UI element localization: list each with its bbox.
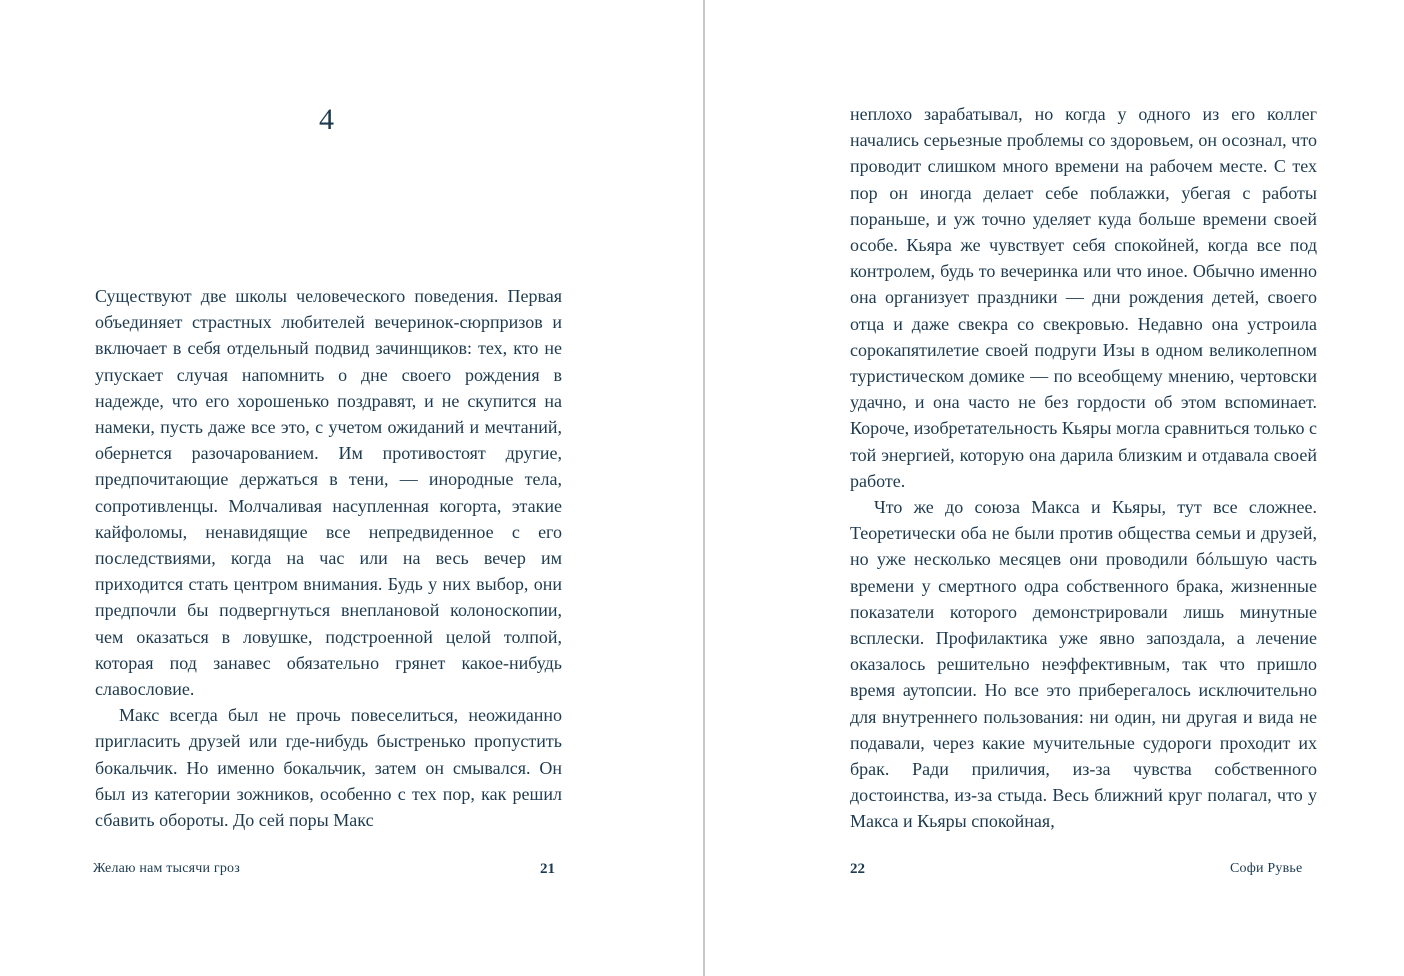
right-page bbox=[705, 0, 1404, 976]
paragraph: Существуют две школы человеческого поведения. Первая объединяет страстных любителей вечеринок-сюрпризов и включает в себя отдельный подвид зачинщиков: тех, кто не упускает случая напомнить о дне своего рождения в надежде, что его хорошенько поздравят, и не скупится на намеки, пусть даже все это, с учетом ожиданий и мечтаний, обернется разочарованием. Им противостоят другие, предпочитающие держаться в тени, — инородные тела, сопротивленцы. Молчаливая насупленная когорта, этакие кайфоломы, ненавидящие все непредвиденное с его последствиями, когда на час или на весь вечер им приходится стать центром внимания. Будь у них выбор, они предпочли бы подвергнуться внеплановой колоноскопии, чем оказаться в ловушке, подстроенной целой толпой, которая под занавес обязательно грянет какое-нибудь славословие. bbox=[95, 286, 562, 700]
paragraph: Макс всегда был не прочь повеселиться, неожиданно пригласить друзей или где-нибудь быстренько пропустить бокальчик. Но именно бокальчик, затем он смывался. Он был из категории зожников, особенно с тех пор, как решил сбавить обороты. До сей поры Макс bbox=[95, 705, 562, 831]
right-page-text bbox=[850, 101, 1317, 835]
running-title-right: Софи Рувье bbox=[1230, 861, 1303, 876]
left-page-text bbox=[95, 283, 562, 833]
paragraph: неплохо зарабатывал, но когда у одного из его коллег начались серьезные проблемы со здоровьем, он осознал, что проводит слишком много времени на рабочем месте. С тех пор он иногда делает себе поблажки, убегая с работы пораньше, и уж точно уделяет куда больше времени своей особе. Кьяра же чувствует себя спокойней, когда все под контролем, будь то вечеринка или что иное. Обычно именно она организует праздники — дни рождения детей, своего отца и даже свекра со свекровью. Недавно она устроила сорокапятилетие своей подруги Изы в одном великолепном туристическом домике — по всеобщему мнению, чертовски удачно, и она часто не без гордости об этом вспоминает. Короче, изобретательность Кьяры могла сравниться только с той энергией, которую она дарила близким и отдавала своей работе. bbox=[850, 104, 1317, 491]
running-title-left: Желаю нам тысячи гроз bbox=[93, 861, 240, 876]
paragraph: Что же до союза Макса и Кьяры, тут все сложнее. Теоретически оба не были против общества семьи и друзей, но уже несколько месяцев они проводили бóльшую часть времени у смертного одра собственного брака, жизненные показатели которого демонстрировали лишь минутные всплески. Профилактика уже явно запоздала, а лечение оказалось решительно неэффективным, так что пришло время аутопсии. Но все это приберегалось исключительно для внутреннего пользования: ни один, ни другая и вида не подавали, через какие мучительные судороги проходит их брак. Ради приличия, из-за чувства собственного достоинства, из-за стыда. Весь ближний круг полагал, что у Макса и Кьяры спокойная, bbox=[850, 497, 1317, 832]
page-number-left: 21 bbox=[540, 861, 555, 877]
chapter-number: 4 bbox=[319, 103, 334, 136]
page-number-right: 22 bbox=[850, 861, 865, 877]
